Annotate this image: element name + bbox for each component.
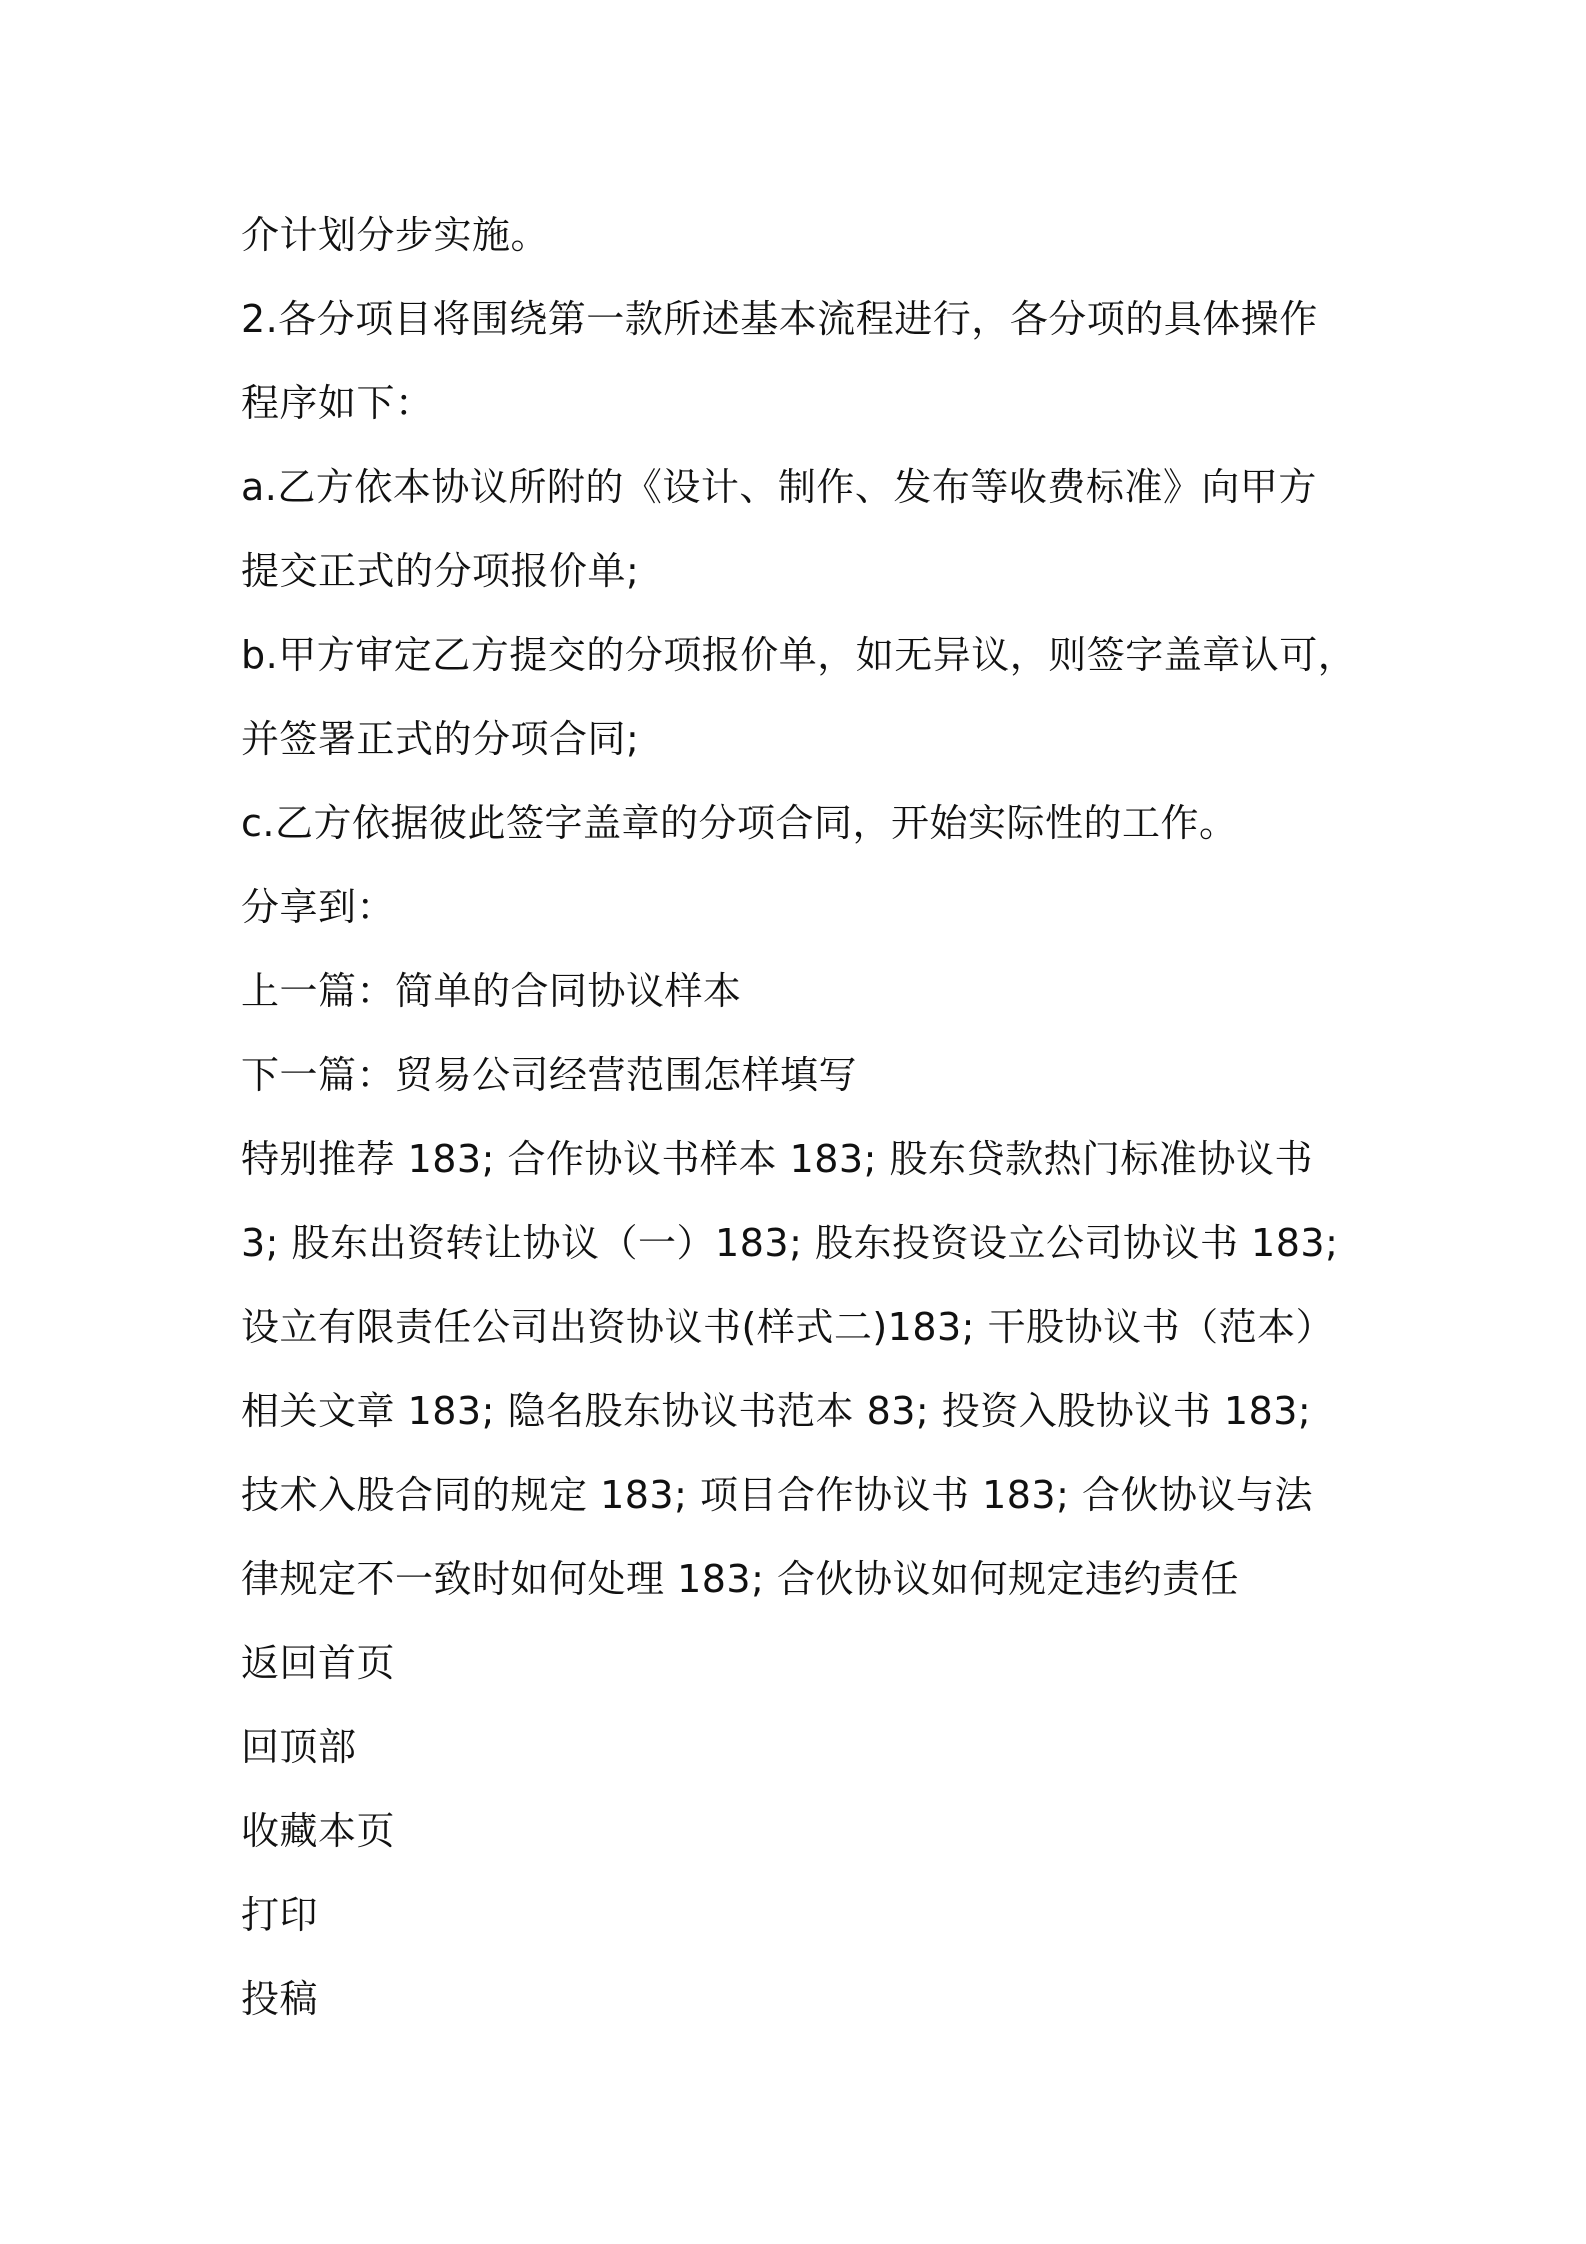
back-home-link[interactable]: 返回首页 bbox=[241, 1641, 396, 1685]
previous-article-link[interactable]: 上一篇：简单的合同协议样本 bbox=[241, 969, 742, 1013]
related-line: 3; 股东出资转让协议（一）183; 股东投资设立公司协议书 183; bbox=[241, 1221, 1339, 1265]
related-line: 相关文章 183; 隐名股东协议书范本 83; 投资入股协议书 183; bbox=[241, 1389, 1312, 1433]
paragraph-line: 并签署正式的分项合同; bbox=[241, 717, 640, 761]
share-label: 分享到： bbox=[241, 885, 396, 929]
document-body bbox=[241, 193, 1361, 2041]
favorite-page-link[interactable]: 收藏本页 bbox=[241, 1809, 396, 1853]
paragraph-line: a.乙方依本协议所附的《设计、制作、发布等收费标准》向甲方 bbox=[241, 465, 1317, 509]
paragraph-line: b.甲方审定乙方提交的分项报价单，如无异议，则签字盖章认可， bbox=[241, 633, 1357, 677]
related-line: 特别推荐 183; 合作协议书样本 183; 股东贷款热门标准协议书 bbox=[241, 1137, 1313, 1181]
submit-article-link[interactable]: 投稿 bbox=[241, 1977, 319, 2021]
back-to-top-link[interactable]: 回顶部 bbox=[241, 1725, 357, 1769]
paragraph-line: 2.各分项目将围绕第一款所述基本流程进行，各分项的具体操作 bbox=[241, 297, 1318, 341]
print-link[interactable]: 打印 bbox=[241, 1893, 319, 1937]
paragraph-line: 提交正式的分项报价单; bbox=[241, 549, 640, 593]
related-line: 律规定不一致时如何处理 183; 合伙协议如何规定违约责任 bbox=[241, 1557, 1239, 1601]
related-line: 设立有限责任公司出资协议书(样式二)183; 干股协议书（范本） bbox=[241, 1305, 1335, 1349]
paragraph-line: 程序如下： bbox=[241, 381, 434, 425]
related-line: 技术入股合同的规定 183; 项目合作协议书 183; 合伙协议与法 bbox=[241, 1473, 1313, 1517]
paragraph-line: c.乙方依据彼此签字盖章的分项合同，开始实际性的工作。 bbox=[241, 801, 1238, 845]
paragraph-line: 介计划分步实施。 bbox=[241, 213, 550, 257]
next-article-link[interactable]: 下一篇：贸易公司经营范围怎样填写 bbox=[241, 1053, 858, 1097]
